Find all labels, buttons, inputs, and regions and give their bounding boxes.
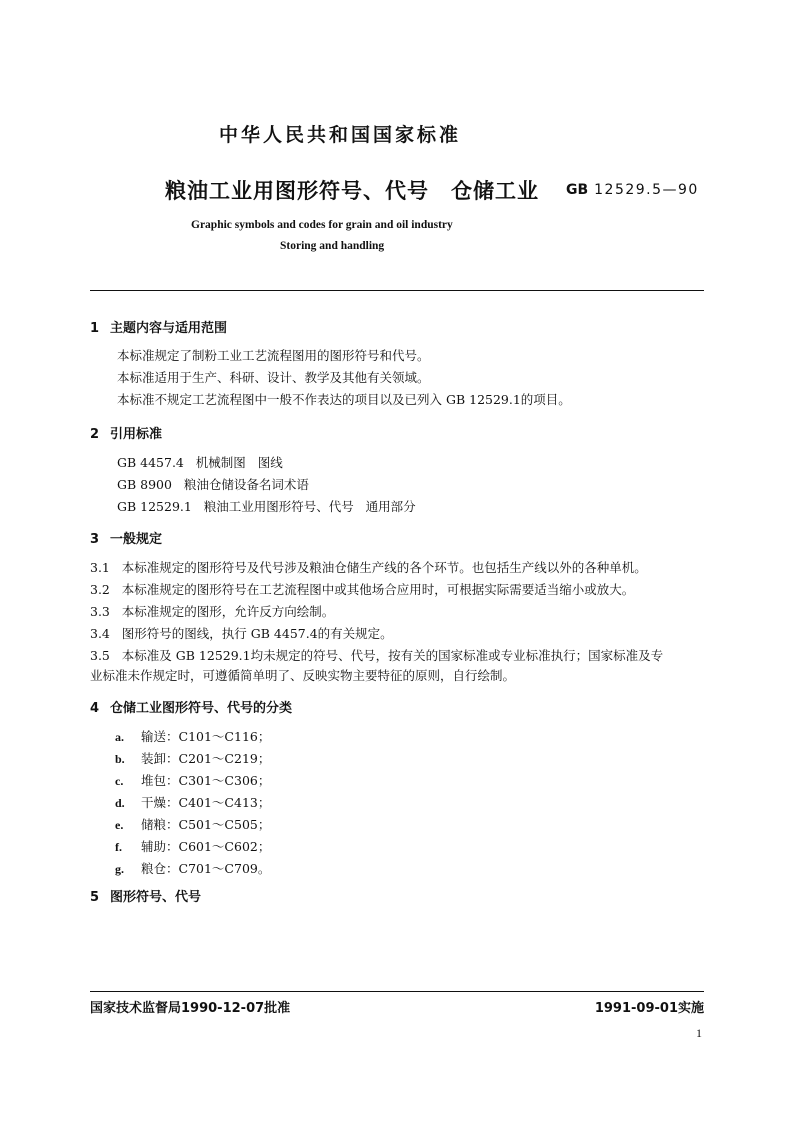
section-1-number: 1: [90, 321, 100, 336]
section-2-title: 引用标准: [110, 427, 163, 442]
section-1-paragraph: 本标准规定了制粉工业工艺流程图用的图形符号和代号。: [117, 348, 430, 363]
section-2-heading: [90, 423, 162, 442]
approval-date: 国家技术监督局1990-12-07批准: [90, 1001, 291, 1016]
top-rule: [90, 290, 704, 291]
section-4-number: 4: [90, 701, 100, 716]
section-4-heading: [90, 697, 292, 716]
classification-list-item: b. 装卸：C201～C219；: [115, 751, 271, 766]
section-3-number: 3: [90, 532, 100, 547]
classification-list-item: f. 辅助：C601～C602；: [115, 839, 271, 854]
section-5-title: 图形符号、代号: [110, 890, 202, 905]
general-rule-item: 3.1 本标准规定的图形符号及代号涉及粮油仓储生产线的各个环节。也包括生产线以外的各种单机。: [90, 560, 647, 575]
standard-code-number: 12529.5—90: [594, 182, 699, 198]
general-rule-item: 3.2 本标准规定的图形符号在工艺流程图中或其他场合应用时，可根据实际需要适当缩小或放大。: [90, 582, 635, 597]
english-title-line2: Storing and handling: [280, 240, 385, 252]
classification-list-item: e. 储粮：C501～C505；: [115, 817, 271, 832]
section-1-heading: [90, 317, 227, 336]
page-number: 1: [696, 1026, 702, 1040]
section-5-heading: [90, 886, 201, 905]
section-1-paragraph: 本标准适用于生产、科研、设计、教学及其他有关领域。: [117, 370, 430, 385]
section-2-number: 2: [90, 427, 100, 442]
general-rule-item: 3.4 图形符号的图线，执行 GB 4457.4的有关规定。: [90, 626, 393, 641]
general-rule-item: 3.5 本标准及 GB 12529.1均未规定的符号、代号，按有关的国家标准或专业标准执行；国家标准及专: [90, 648, 664, 663]
reference-standard-item: GB 4457.4 机械制图 图线: [117, 455, 283, 470]
general-rule-item: 3.3 本标准规定的图形，允许反方向绘制。: [90, 604, 335, 619]
classification-list-item: d. 干燥：C401～C413；: [115, 795, 271, 810]
reference-standard-item: GB 12529.1 粮油工业用图形符号、代号 通用部分: [117, 499, 416, 514]
classification-list-item: g. 粮仓：C701～C709。: [115, 861, 271, 876]
reference-standard-item: GB 8900 粮油仓储设备名词术语: [117, 477, 309, 492]
classification-list-item: a. 输送：C101～C116；: [115, 729, 271, 744]
section-4-title: 仓储工业图形符号、代号的分类: [110, 701, 293, 716]
standard-code-prefix: GB: [566, 182, 589, 198]
national-standard-heading: 中华人民共和国国家标准: [218, 124, 461, 146]
footer-rule: [90, 991, 704, 992]
standard-title-main: 粮油工业用图形符号、代号: [165, 179, 429, 203]
standard-title: [165, 175, 539, 205]
english-title-line1: Graphic symbols and codes for grain and oil industry: [191, 219, 453, 231]
section-3-title: 一般规定: [110, 532, 163, 547]
section-1-paragraph: 本标准不规定工艺流程图中一般不作表达的项目以及已列入 GB 12529.1的项目。: [117, 392, 571, 407]
section-5-number: 5: [90, 890, 100, 905]
section-1-title: 主题内容与适用范围: [110, 321, 228, 336]
section-3-heading: [90, 528, 162, 547]
standard-title-sub: 仓储工业: [451, 179, 539, 203]
effective-date: 1991-09-01实施: [594, 1001, 704, 1016]
general-rule-item-continuation: 业标准未作规定时，可遵循简单明了、反映实物主要特征的原则，自行绘制。: [90, 668, 516, 683]
classification-list-item: c. 堆包：C301～C306；: [115, 773, 271, 788]
standard-code: [566, 182, 699, 198]
